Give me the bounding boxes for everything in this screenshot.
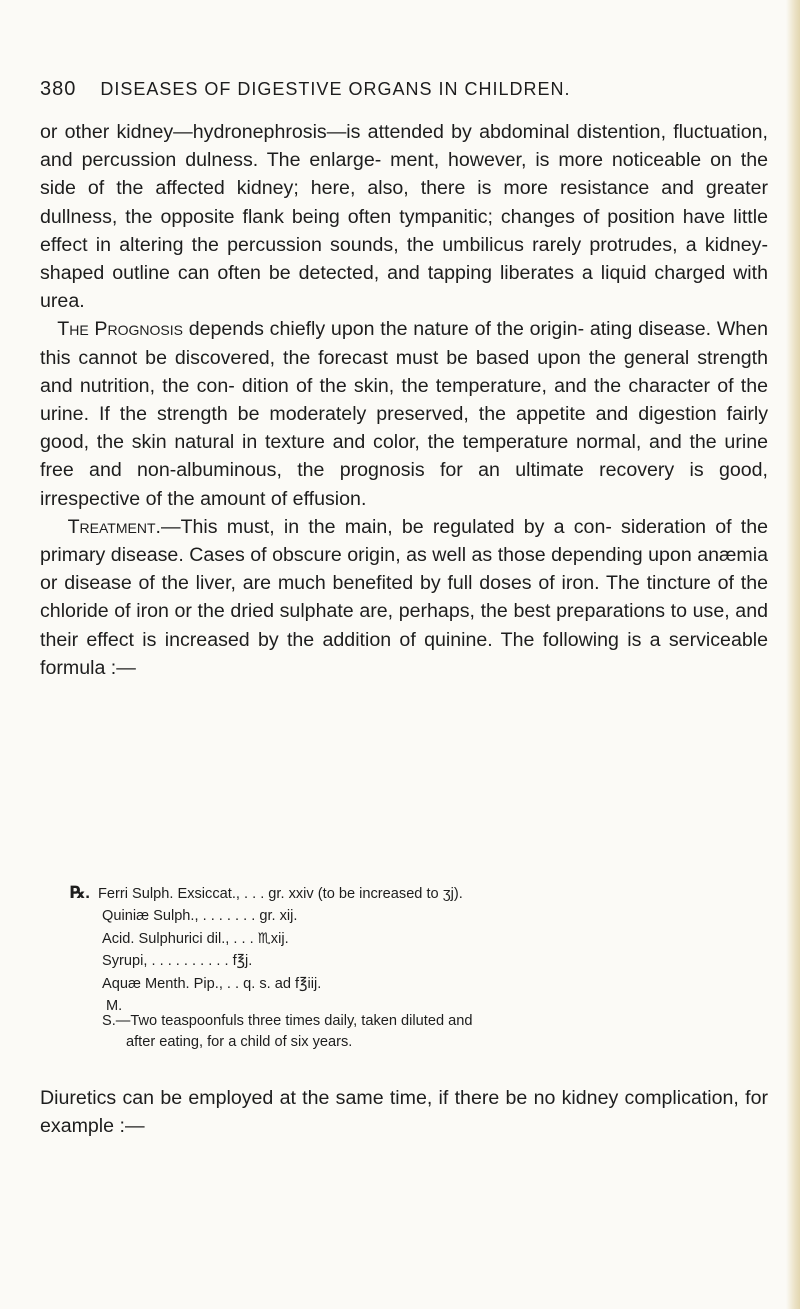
prescription-line: Aquæ Menth. Pip., . . q. s. ad f℥iij. <box>102 975 322 992</box>
page-number: 380 <box>40 78 77 100</box>
signa-directions <box>102 1011 692 1054</box>
prognosis-heading: The Prognosis <box>57 318 183 341</box>
treatment-text: —This must, in the main, be regulated by a con- sideration of the primary disease. Cases of obscure origin, as well as those depending upon anæmia or disease of the liver, are much benefited by full doses of iron. The tincture of the chloride of iron or the dried sulphate are, perhaps, the best preparations to use, and their effect is increased by the addition of quinine. The following is a serviceable formula :— <box>40 515 768 679</box>
closing-paragraph <box>40 1084 768 1140</box>
prescription-line: Syrupi, . . . . . . . . . . f℥j. <box>102 953 253 970</box>
page-edge-shadow <box>786 0 800 1309</box>
prescription-formula <box>70 882 742 1017</box>
paragraph-treatment <box>40 513 768 682</box>
prescription-line: ℞. Ferri Sulph. Exsiccat., . . . gr. xxiv (to be increased to ʒj). <box>102 882 742 905</box>
signa-line-2: after eating, for a child of six years. <box>126 1034 353 1051</box>
paragraph-diuretics: Diuretics can be employed at the same time, if there be no kidney complication, for example :— <box>40 1087 768 1138</box>
prognosis-text: depends chiefly upon the nature of the origin- ating disease. When this cannot be discovered, the forecast must be based upon the general strength and nutrition, the con- dition of the skin, the temperature, and the character of the urine. If the strength be moderately preserved, the appetite and digestion fairly good, the skin natural in texture and color, the temperature normal, and the urine free and non-albuminous, the prognosis for an ultimate recovery is good, irrespective of the amount of effusion. <box>40 318 768 510</box>
body-text <box>40 118 768 682</box>
running-title: DISEASES OF DIGESTIVE ORGANS IN CHILDREN. <box>100 79 571 99</box>
paragraph-hydronephrosis: or other kidney—hydronephrosis—is attended by abdominal distention, fluctuation, and percussion dulness. The enlarge- ment, however, is more noticeable on the side of the affected kidney; here, also, there is more resistance and greater dullness, the opposite flank being often tympanitic; changes of position have little effect in altering the percussion sounds, the umbilicus rarely protrudes, a kidney-shaped outline can often be detected, and tapping liberates a liquid charged with urea. <box>40 121 768 313</box>
running-header <box>40 76 760 102</box>
recipe-symbol: ℞. <box>70 883 90 902</box>
treatment-heading: Treatment. <box>67 515 161 538</box>
prescription-line: Acid. Sulphurici dil., . . . ♏xij. <box>102 930 289 947</box>
misce-line: M. <box>106 998 123 1015</box>
paragraph-prognosis <box>40 315 768 512</box>
signa-line-1: S.—Two teaspoonfuls three times daily, taken diluted and <box>102 1013 473 1029</box>
prescription-line: Quiniæ Sulph., . . . . . . . gr. xij. <box>102 908 298 925</box>
